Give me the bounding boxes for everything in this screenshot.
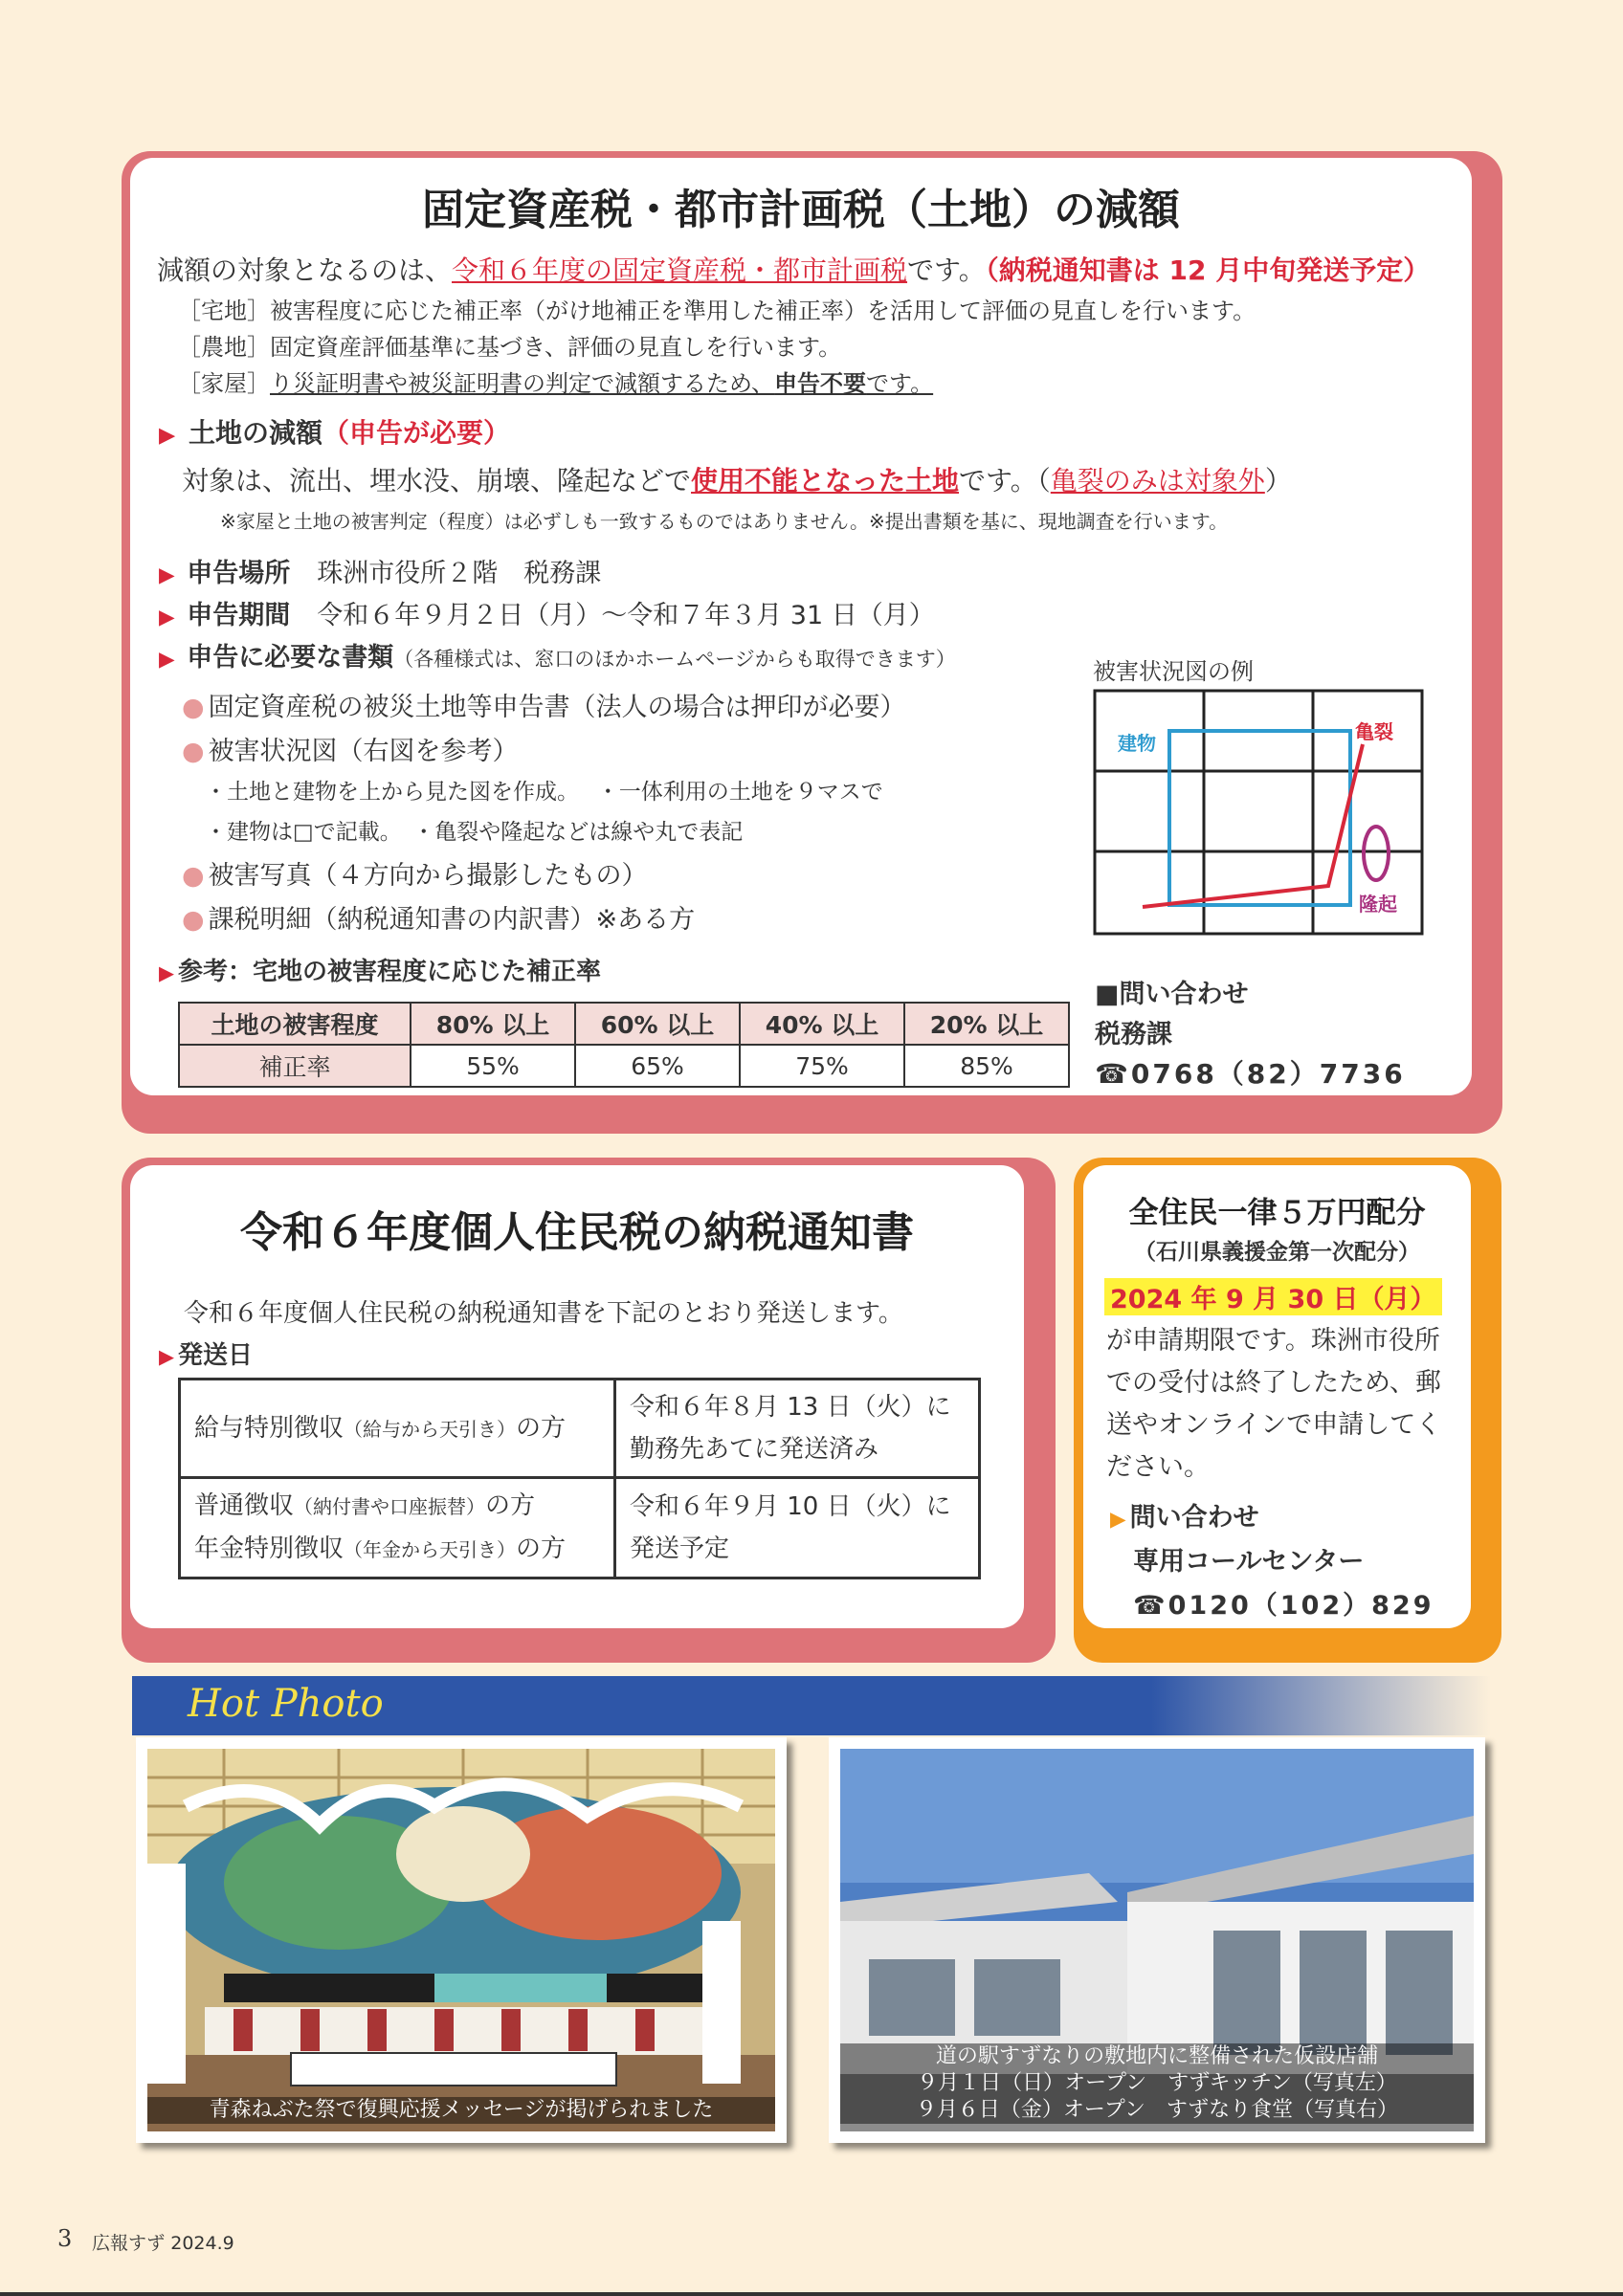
- hot-photo-title: Hot Photo: [188, 1682, 384, 1726]
- contact-heading-text: ■問い合わせ: [1095, 980, 1249, 1009]
- building-outline: [1169, 731, 1350, 905]
- fixed-asset-tax-panel: [130, 158, 1472, 1095]
- land-heading: ▶ 土地の減額（申告が必要）: [159, 412, 510, 451]
- table-cell: 75%: [740, 1045, 904, 1087]
- reference-heading: ▶ 参考：宅地の被害程度に応じた補正率: [159, 952, 601, 987]
- table-row: [180, 1478, 980, 1578]
- hot-photo-banner: [132, 1676, 1491, 1735]
- correction-rate-table: [178, 1002, 1070, 1088]
- caption-line-1: 道の駅すずなりの敷地内に整備された仮設店舗: [935, 2044, 1379, 2068]
- table-cell: 85%: [904, 1045, 1069, 1087]
- contact-heading: ▶ 問い合わせ: [1110, 1496, 1259, 1534]
- table-cell: 土地の被害程度: [179, 1003, 411, 1045]
- target-line: 対象は、流出、埋水没、崩壊、隆起などで使用不能となった土地です。（亀裂のみは対象外）: [182, 465, 1292, 497]
- table-cell: 普通徴収（納付書や口座振替）の方 年金特別徴収（年金から天引き）の方: [180, 1478, 615, 1578]
- doc-item-2: ● 被害状況図（右図を参考）: [182, 730, 519, 767]
- intro-highlight: 令和６年度の固定資産税・都市計画税: [452, 254, 908, 286]
- table-cell: 55%: [411, 1045, 575, 1087]
- table-cell: 80% 以上: [411, 1003, 575, 1045]
- page-number: 3: [57, 2225, 73, 2252]
- crack-line: [1143, 744, 1363, 907]
- diagram-uplift-label: 隆起: [1359, 893, 1397, 916]
- intro-note: （納税通知書は 12 月中旬発送予定）: [985, 254, 1431, 286]
- table-cell: 60% 以上: [575, 1003, 740, 1045]
- note-line: ※家屋と土地の被害判定（程度）は必ずしも一致するものではありません。※提出書類を基に、現地調査を行います。: [220, 510, 1229, 533]
- photo-store-frame: [829, 1737, 1485, 2143]
- place-line: ▶ 申告場所 珠洲市役所２階 税務課: [159, 552, 601, 589]
- table-cell: 65%: [575, 1045, 740, 1087]
- diagram-crack-label: 亀裂: [1355, 720, 1393, 743]
- table-row: [179, 1045, 1069, 1087]
- table-cell: 40% 以上: [740, 1003, 904, 1045]
- diagram-building-label: 建物: [1118, 732, 1156, 755]
- table-cell: 補正率: [179, 1045, 411, 1087]
- photo-caption-right: [840, 2043, 1474, 2124]
- contact-heading: [1095, 973, 1249, 1010]
- resident-tax-panel: [130, 1165, 1024, 1628]
- deadline-date: 2024 年 9 月 30 日（月）: [1104, 1278, 1442, 1315]
- table-row: [180, 1380, 980, 1478]
- doc-item-2-sub-2: ・建物は□で記載。 ・亀裂や隆起などは線や丸で表記: [205, 820, 744, 845]
- table-cell: 令和６年９月 10 日（火）に 発送予定: [615, 1478, 980, 1578]
- send-date-heading: ▶ 発送日: [159, 1336, 253, 1371]
- diagram-title: 被害状況図の例: [1093, 658, 1254, 685]
- period-line: ▶ 申告期間 令和６年９月２日（月）～令和７年３月 31 日（月）: [159, 594, 935, 631]
- panel-title: 全住民一律５万円配分: [1128, 1196, 1426, 1230]
- nebuta-festival-photo: [147, 1749, 775, 2131]
- donation-panel: [1083, 1165, 1471, 1628]
- kaoku-line: ［家屋］り災証明書や被災証明書の判定で減額するため、申告不要です。: [178, 370, 934, 397]
- doc-item-3: ● 被害写真（４方向から撮影したもの）: [182, 854, 648, 892]
- panel-title: 固定資産税・都市計画税（土地）の減額: [422, 186, 1180, 234]
- contact-phone: ☎0120（102）829: [1133, 1591, 1434, 1621]
- intro-line: 令和６年度個人住民税の納税通知書を下記のとおり発送します。: [184, 1299, 903, 1328]
- send-date-table: [178, 1378, 981, 1579]
- panel-subtitle: （石川県義援金第一次配分）: [1134, 1240, 1420, 1265]
- publication-name: 広報すず 2024.9: [92, 2233, 234, 2254]
- photo-caption-left: 青森ねぶた祭で復興応援メッセージが掲げられました: [147, 2097, 775, 2124]
- table-cell: 令和６年８月 13 日（火）に 勤務先あてに発送済み: [615, 1380, 980, 1478]
- nouchi-line: ［農地］固定資産評価基準に基づき、評価の見直しを行います。: [178, 334, 842, 361]
- doc-item-4: ● 課税明細（納税通知書の内訳書）※ある方: [182, 898, 695, 936]
- table-cell: 20% 以上: [904, 1003, 1069, 1045]
- contact-phone: ☎0768（82）7736: [1095, 1058, 1406, 1090]
- docs-line: ▶ 申告に必要な書類（各種様式は、窓口のほかホームページからも取得できます）: [159, 636, 956, 673]
- contact-name: 専用コールセンター: [1133, 1547, 1365, 1577]
- caption-line-3: ９月６日（金）オープン すずなり食堂（写真右）: [915, 2098, 1399, 2122]
- table-cell: 給与特別徴収（給与から天引き）の方: [180, 1380, 615, 1478]
- deadline-body: が申請期限です。珠洲市役所での受付は終了したため、郵送やオンラインで申請してください。: [1106, 1326, 1442, 1482]
- photo-nebuta-frame: [136, 1737, 787, 2143]
- doc-item-1: ● 固定資産税の被災土地等申告書（法人の場合は押印が必要）: [182, 686, 906, 723]
- intro-line: 減額の対象となるのは、令和６年度の固定資産税・都市計画税です。（納税通知書は 12 月中旬発送予定）: [157, 254, 1431, 286]
- caption-line-2: ９月１日（日）オープン すずキッチン（写真左）: [917, 2071, 1397, 2095]
- uplift-circle: [1364, 827, 1389, 880]
- contact-dept: 税務課: [1095, 1020, 1172, 1049]
- footer-rule: [0, 2292, 1623, 2296]
- doc-item-2-sub-1: ・土地と建物を上から見た図を作成。 ・一体利用の土地を９マスで: [205, 780, 883, 805]
- panel-title: 令和６年度個人住民税の納税通知書: [240, 1208, 914, 1257]
- table-header-row: [179, 1003, 1069, 1045]
- takuchi-line: ［宅地］被害程度に応じた補正率（がけ地補正を準用した補正率）を活用して評価の見直しを行います。: [178, 298, 1256, 324]
